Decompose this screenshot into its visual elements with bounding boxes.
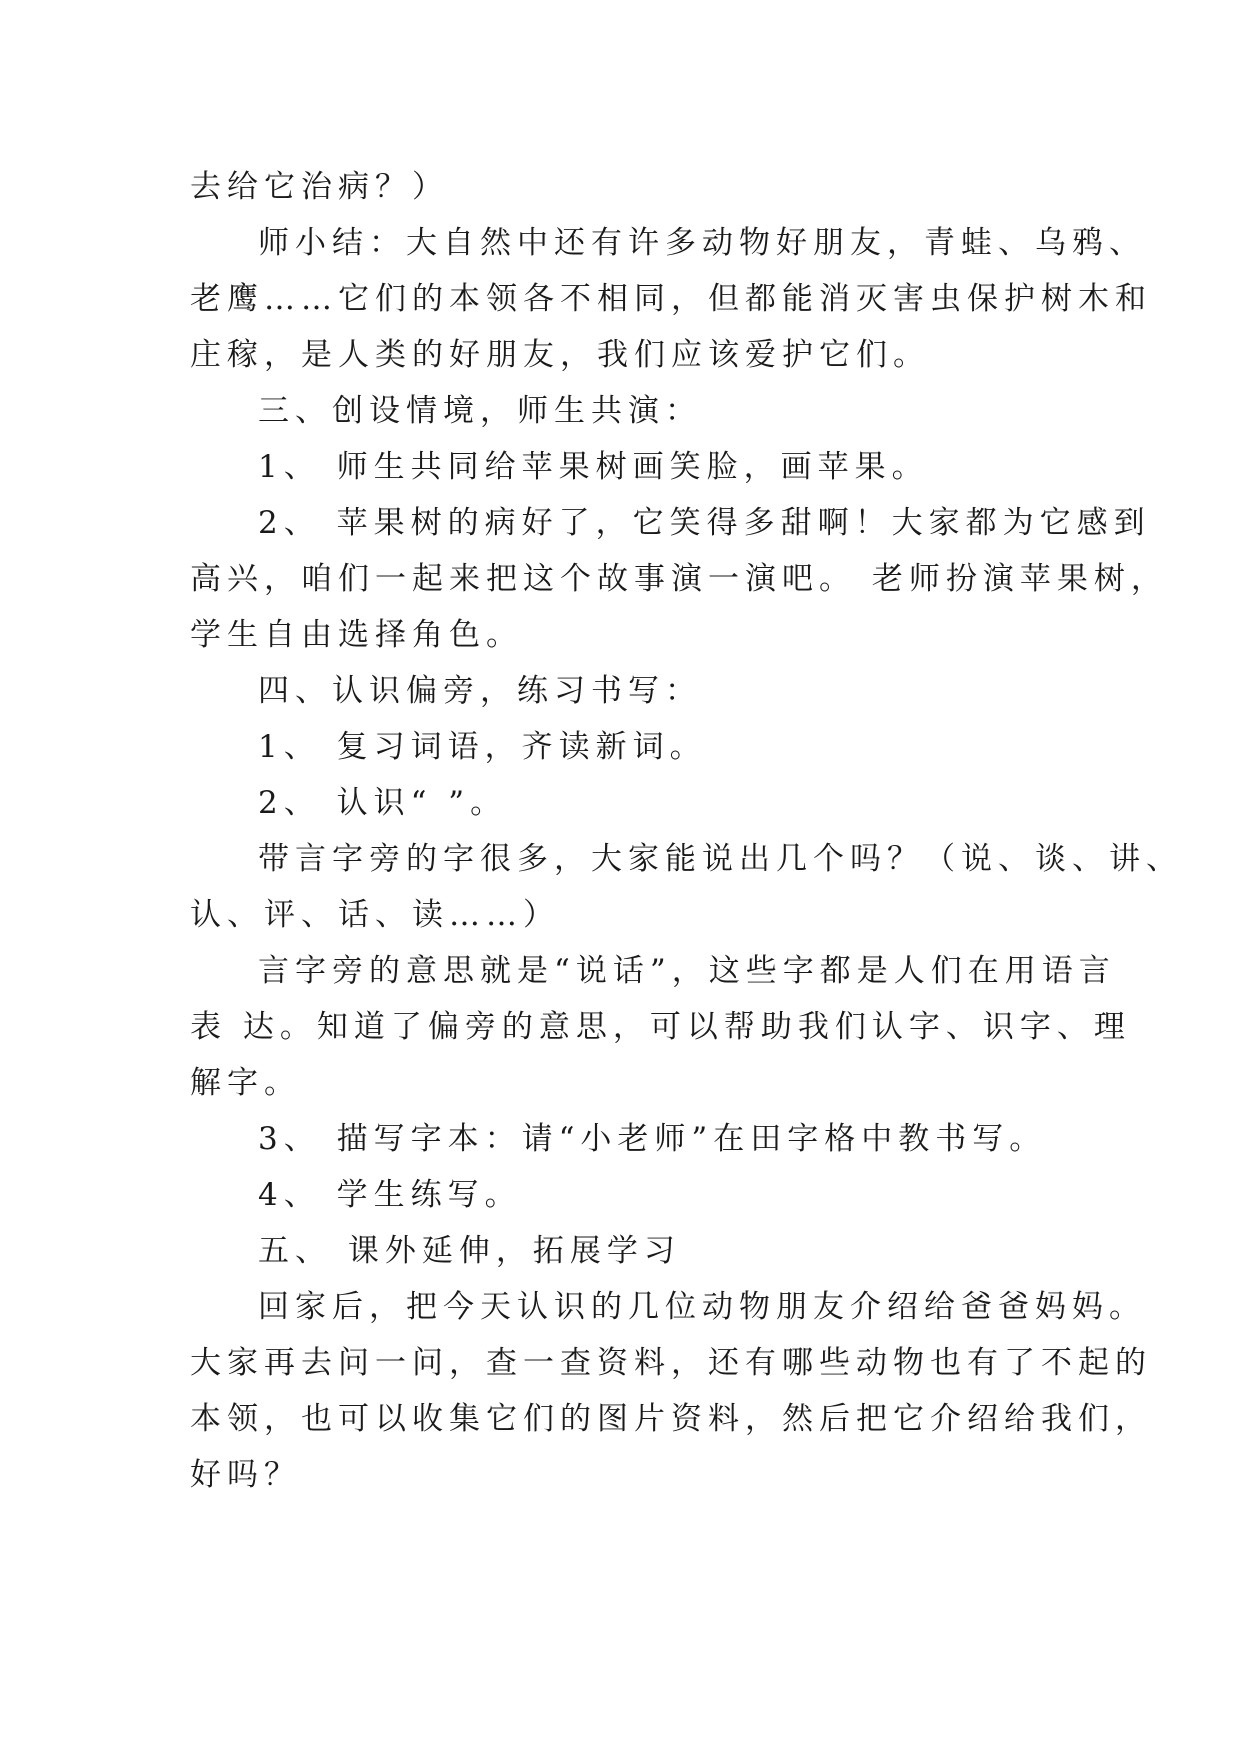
text-line: 大家再去问一问，查一查资料，还有哪些动物也有了不起的 [190,1345,1152,1381]
text-line: 学生自由选择角色。 [190,617,523,653]
section-heading: 五、 课外延伸，拓展学习 [258,1233,681,1269]
text-line: 回家后，把今天认识的几位动物朋友介绍给爸爸妈妈。 [258,1289,1146,1325]
text-line: 师小结：大自然中还有许多动物好朋友，青蛙、乌鸦、 [258,225,1146,261]
list-item: 2、 认识“ ”。 [258,785,508,821]
list-item: 1、 复习词语，齐读新词。 [258,729,707,765]
text-line: 老鹰……它们的本领各不相同，但都能消灭害虫保护树木和 [190,281,1152,317]
text-line: 言字旁的意思就是“说话”，这些字都是人们在用语言 [258,953,1116,989]
text-line: 本领，也可以收集它们的图片资料，然后把它介绍给我们， [190,1401,1152,1437]
list-item: 4、 学生练写。 [258,1177,522,1213]
list-item: 1、 师生共同给苹果树画笑脸，画苹果。 [258,449,929,485]
section-heading: 三、创设情境，师生共演： [258,393,702,429]
text-line: 去给它治病？） [190,169,449,205]
list-item: 2、 苹果树的病好了，它笑得多甜啊！大家都为它感到 [258,505,1151,541]
text-line: 表 达。知道了偏旁的意思，可以帮助我们认字、识字、理 [190,1009,1131,1045]
text-line: 解字。 [190,1065,301,1101]
text-line: 高兴，咱们一起来把这个故事演一演吧。 老师扮演苹果树， [190,561,1168,597]
text-line: 好吗？ [190,1457,301,1493]
list-item: 3、 描写字本：请“小老师”在田字格中教书写。 [258,1121,1047,1157]
text-line: 庄稼，是人类的好朋友，我们应该爱护它们。 [190,337,930,373]
text-line: 带言字旁的字很多，大家能说出几个吗？（说、谈、讲、 [258,841,1183,877]
text-line: 认、评、话、读……） [190,897,560,933]
section-heading: 四、认识偏旁，练习书写： [258,673,702,709]
